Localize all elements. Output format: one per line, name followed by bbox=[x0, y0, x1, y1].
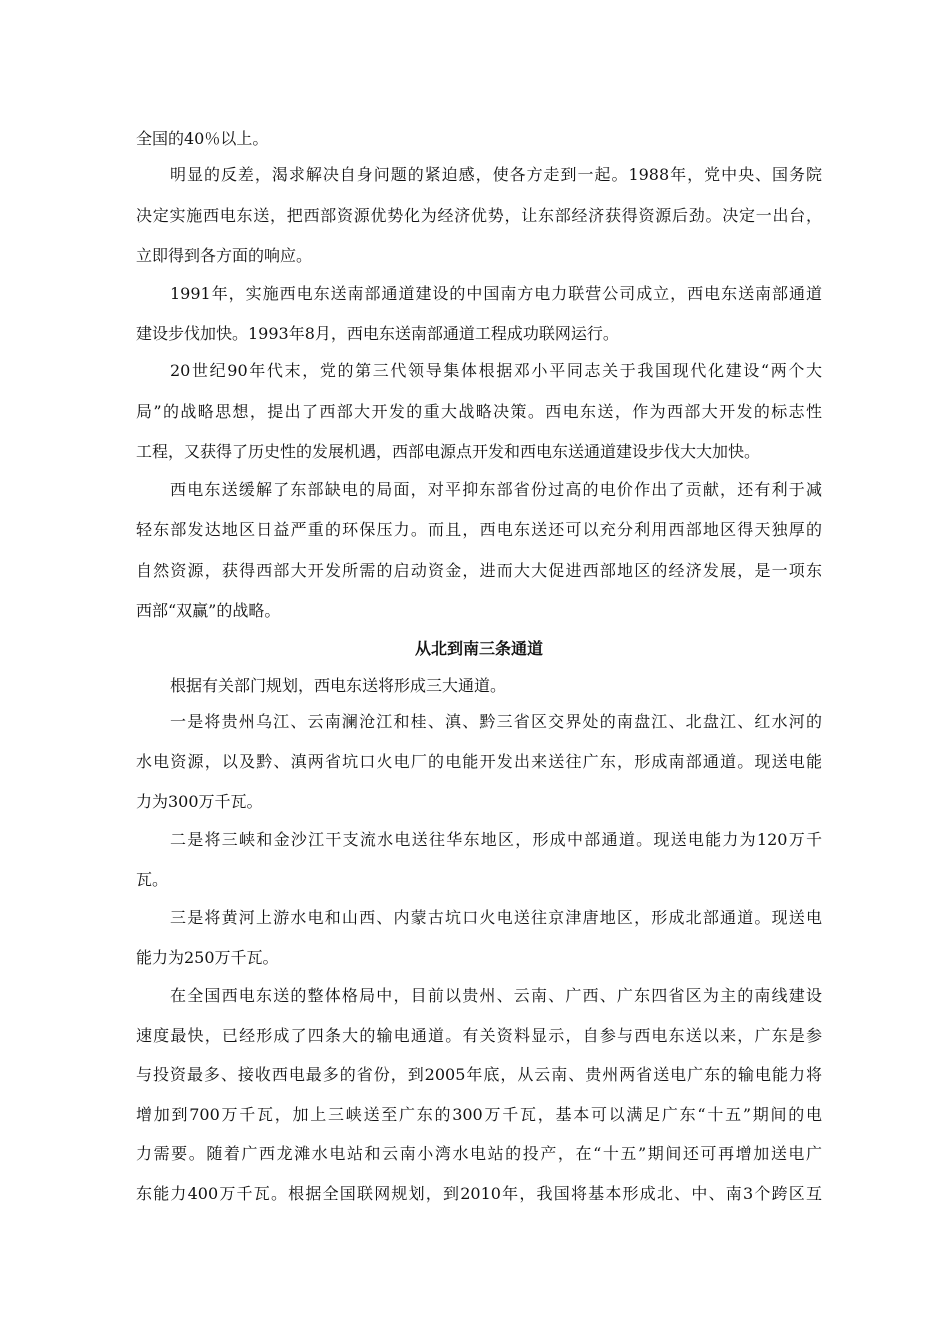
text-line: 二是将三峡和金沙江干支流水电送往华东地区，形成中部通道。现送电能力为120万千 bbox=[170, 830, 822, 849]
text-line: 能力为250万千瓦。 bbox=[136, 948, 279, 967]
text-line: 一是将贵州乌江、云南澜沧江和桂、滇、黔三省区交界处的南盘江、北盘江、红水河的 bbox=[170, 712, 822, 731]
text-line: 局”的战略思想，提出了西部大开发的重大战略决策。西电东送，作为西部大开发的标志性 bbox=[136, 402, 822, 421]
text-line: 全国的40％以上。 bbox=[136, 129, 269, 148]
text-line: 速度最快，已经形成了四条大的输电通道。有关资料显示，自参与西电东送以来，广东是参 bbox=[136, 1026, 822, 1045]
text-line: 1991年，实施西电东送南部通道建设的中国南方电力联营公司成立，西电东送南部通道 bbox=[170, 284, 822, 303]
text-line: 轻东部发达地区日益严重的环保压力。而且，西电东送还可以充分利用西部地区得天独厚的 bbox=[136, 520, 822, 539]
text-line: 三是将黄河上游水电和山西、内蒙古坑口火电送往京津唐地区，形成北部通道。现送电 bbox=[170, 908, 822, 927]
text-line: 根据有关部门规划，西电东送将形成三大通道。 bbox=[170, 676, 507, 695]
text-line: 在全国西电东送的整体格局中，目前以贵州、云南、广西、广东四省区为主的南线建设 bbox=[170, 986, 822, 1005]
text-line: 决定实施西电东送，把西部资源优势化为经济优势，让东部经济获得资源后劲。决定一出台， bbox=[136, 206, 822, 225]
section-heading: 从北到南三条通道 bbox=[414, 639, 543, 658]
text-line: 西部“双赢”的战略。 bbox=[136, 601, 281, 620]
text-line: 力为300万千瓦。 bbox=[136, 792, 263, 811]
text-line: 水电资源，以及黔、滇两省坑口火电厂的电能开发出来送往广东，形成南部通道。现送电能 bbox=[136, 752, 822, 771]
text-line: 立即得到各方面的响应。 bbox=[136, 246, 313, 265]
text-line: 东能力400万千瓦。根据全国联网规划，到2010年，我国将基本形成北、中、南3个跨区互 bbox=[136, 1184, 822, 1203]
text-line: 增加到700万千瓦，加上三峡送至广东的300万千瓦，基本可以满足广东“十五”期间的电 bbox=[136, 1105, 822, 1124]
text-line: 明显的反差，渴求解决自身问题的紧迫感，使各方走到一起。1988年，党中央、国务院 bbox=[170, 165, 822, 184]
text-line: 瓦。 bbox=[136, 870, 169, 889]
text-line: 自然资源，获得西部大开发所需的启动资金，进而大大促进西部地区的经济发展，是一项东 bbox=[136, 561, 822, 580]
text-line: 建设步伐加快。1993年8月，西电东送南部通道工程成功联网运行。 bbox=[136, 324, 619, 343]
text-line: 工程，又获得了历史性的发展机遇，西部电源点开发和西电东送通道建设步伐大大加快。 bbox=[136, 442, 761, 461]
text-line: 20世纪90年代末，党的第三代领导集体根据邓小平同志关于我国现代化建设“两个大 bbox=[170, 361, 822, 380]
text-line: 与投资最多、接收西电最多的省份，到2005年底，从云南、贵州两省送电广东的输电能力将 bbox=[136, 1065, 822, 1084]
text-line: 西电东送缓解了东部缺电的局面，对平抑东部省份过高的电价作出了贡献，还有利于减 bbox=[170, 480, 822, 499]
text-line: 力需要。随着广西龙滩水电站和云南小湾水电站的投产，在“十五”期间还可再增加送电广 bbox=[136, 1144, 822, 1163]
